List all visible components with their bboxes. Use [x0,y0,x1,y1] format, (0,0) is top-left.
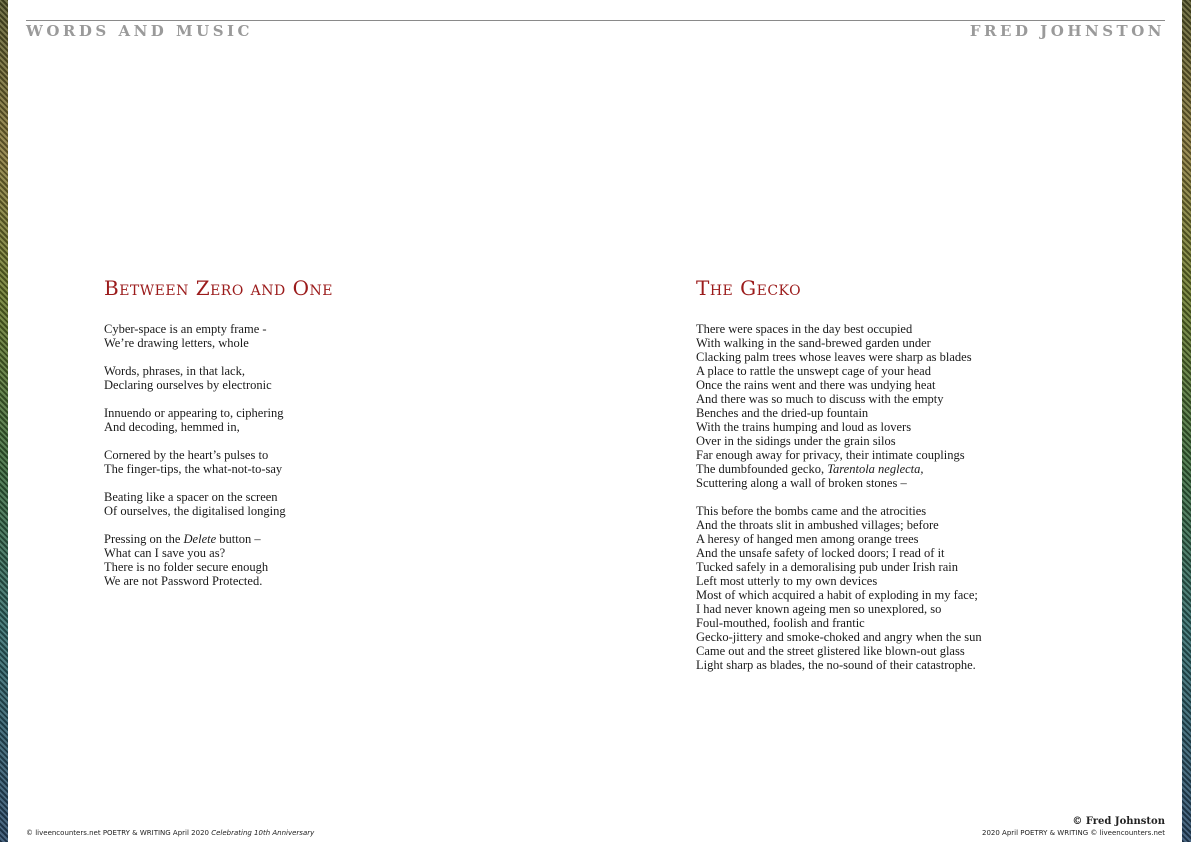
poem-line: And the unsafe safety of locked doors; I read of it [696,546,945,560]
poem-line: And the throats slit in ambushed villages; before [696,518,939,532]
poem-line: Gecko-jittery and smoke-choked and angry when the sun [696,630,982,644]
footer-left-italic: Celebrating 10th Anniversary [211,829,315,837]
left-decorative-border [0,0,8,842]
poem-body [104,322,333,588]
copyright-credit: © Fred Johnston [1072,816,1165,827]
poem-line: A place to rattle the unswept cage of your head [696,364,931,378]
poem-line: Clacking palm trees whose leaves were sharp as blades [696,350,972,364]
poem-line: Innuendo or appearing to, ciphering [104,406,284,420]
poem-line: Tucked safely in a demoralising pub under Irish rain [696,560,958,574]
poem-line: What can I save you as? [104,546,226,560]
running-header-left: WORDS AND MUSIC [26,22,253,40]
poem-line: Declaring ourselves by electronic [104,378,272,392]
poem-line: The finger-tips, the what-not-to-say [104,462,283,476]
poem-line: Cornered by the heart’s pulses to [104,448,269,462]
poem-line: With the trains humping and loud as lovers [696,420,912,434]
poem-line: We’re drawing letters, whole [104,336,249,350]
poem-title: Between Zero and One [104,276,333,300]
poem-line: Once the rains went and there was undying heat [696,378,936,392]
poem-line: With walking in the sand-brewed garden under [696,336,931,350]
poem-line: We are not Password Protected. [104,574,263,588]
poem-line: Of ourselves, the digitalised longing [104,504,286,518]
poem-line: And there was so much to discuss with the empty [696,392,944,406]
poem-line: Far enough away for privacy, their intimate couplings [696,448,965,462]
poem-line: Pressing on the Delete button – [104,532,261,546]
poem-line: There is no folder secure enough [104,560,269,574]
right-decorative-border [1182,0,1191,842]
header-rule [26,20,1165,21]
poem-line: Over in the sidings under the grain silos [696,434,896,448]
running-header-right: FRED JOHNSTON [969,22,1165,40]
poem-line: There were spaces in the day best occupied [696,322,913,336]
stanza [104,490,333,518]
poem-body [696,322,982,672]
stanza [104,406,333,434]
stanza [696,322,982,490]
poem-line: Left most utterly to my own devices [696,574,878,588]
footer-left [26,829,314,837]
poem-line: Most of which acquired a habit of exploding in my face; [696,588,978,602]
poem-line: Words, phrases, in that lack, [104,364,245,378]
footer-right: 2020 April POETRY & WRITING © liveencounters.net [982,829,1165,837]
poem-line: The dumbfounded gecko, Tarentola neglecta, [696,462,924,476]
poem-line: Came out and the street glistered like blown-out glass [696,644,965,658]
poem-line: Scuttering along a wall of broken stones – [696,476,907,490]
poem-line: I had never known ageing men so unexplored, so [696,602,942,616]
footer-left-text: © liveencounters.net POETRY & WRITING April 2020 [26,829,212,837]
stanza [696,504,982,672]
poem-line: And decoding, hemmed in, [104,420,240,434]
poem-line: Beating like a spacer on the screen [104,490,278,504]
poem-line: Cyber-space is an empty frame - [104,322,267,336]
stanza [104,322,333,350]
stanza [104,364,333,392]
poem-line: This before the bombs came and the atrocities [696,504,927,518]
poem-line: A heresy of hanged men among orange trees [696,532,919,546]
poem-the-gecko [696,276,982,686]
poem-title: The Gecko [696,276,802,300]
poem-line: Foul-mouthed, foolish and frantic [696,616,865,630]
poem-line: Benches and the dried-up fountain [696,406,869,420]
poem-between-zero-and-one [104,276,333,602]
stanza [104,532,333,588]
stanza [104,448,333,476]
poem-line: Light sharp as blades, the no-sound of their catastrophe. [696,658,976,672]
